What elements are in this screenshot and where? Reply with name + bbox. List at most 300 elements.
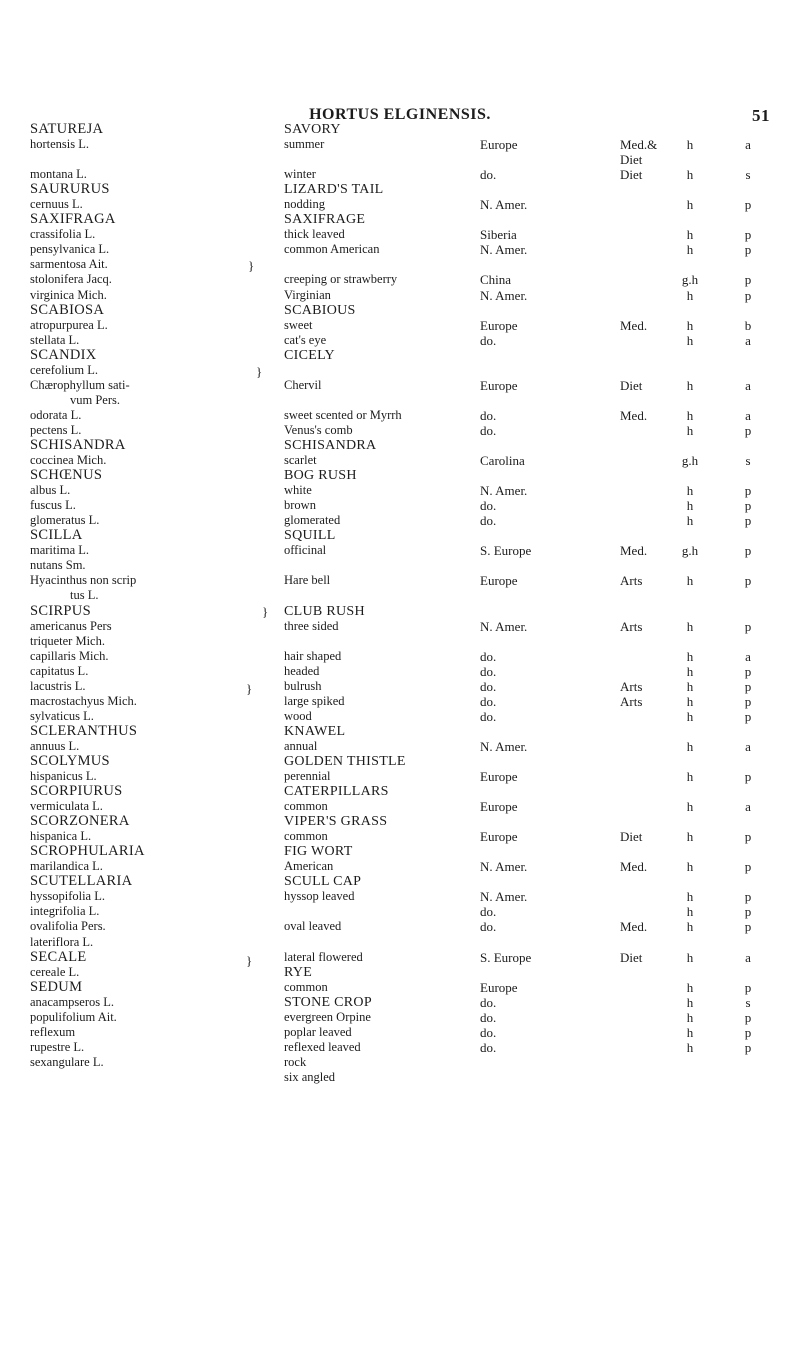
use-cell bbox=[620, 438, 660, 453]
use-cell bbox=[620, 453, 660, 468]
english-name: three sided bbox=[284, 618, 339, 633]
country-cell: do. bbox=[480, 919, 497, 935]
latin-name: vermiculata L. bbox=[30, 799, 103, 814]
country-cell bbox=[480, 558, 620, 573]
latin-name: glomeratus L. bbox=[30, 513, 100, 528]
place-cell: h bbox=[686, 979, 694, 995]
place-cell bbox=[676, 754, 704, 769]
duration-cell: p bbox=[744, 979, 752, 995]
english-name: rock bbox=[284, 1054, 307, 1069]
use-cell bbox=[620, 724, 660, 739]
place-cell: h bbox=[686, 242, 694, 258]
country-cell bbox=[480, 152, 620, 167]
country-cell: Europe bbox=[480, 377, 518, 393]
english-name: common bbox=[284, 979, 328, 994]
place-cell bbox=[676, 844, 704, 859]
place-cell: h bbox=[686, 407, 694, 423]
use-cell: Med. bbox=[620, 407, 648, 423]
latin-name: SCORPIURUS bbox=[30, 783, 123, 800]
use-cell: Med. bbox=[620, 543, 648, 559]
english-name: VIPER'S GRASS bbox=[284, 814, 388, 830]
english-name: CICELY bbox=[284, 347, 335, 363]
country-cell bbox=[480, 468, 620, 483]
running-header: HORTUS ELGINENSIS. bbox=[309, 106, 491, 123]
place-cell bbox=[676, 965, 704, 980]
latin-name: SCIRPUS bbox=[30, 602, 91, 619]
latin-name: hispanica L. bbox=[30, 829, 92, 844]
place-cell bbox=[676, 528, 704, 543]
english-name: RYE bbox=[284, 964, 313, 980]
english-name: lateral flowered bbox=[284, 949, 363, 964]
duration-cell bbox=[734, 724, 762, 739]
english-name: bulrush bbox=[284, 678, 322, 693]
duration-cell: p bbox=[744, 242, 752, 258]
latin-name: vum Pers. bbox=[70, 392, 120, 407]
place-cell bbox=[676, 152, 704, 167]
use-cell bbox=[620, 889, 660, 904]
duration-cell bbox=[734, 122, 762, 137]
place-cell: h bbox=[686, 949, 694, 965]
use-cell bbox=[620, 784, 660, 799]
duration-cell: s bbox=[745, 167, 751, 183]
latin-name: cerefolium L. bbox=[30, 362, 99, 377]
country-cell: Europe bbox=[480, 573, 518, 589]
duration-cell: p bbox=[744, 1024, 752, 1040]
use-cell bbox=[620, 513, 660, 528]
country-cell bbox=[480, 965, 620, 980]
english-name: evergreen Orpine bbox=[284, 1009, 371, 1024]
english-name: SQUILL bbox=[284, 528, 336, 544]
place-cell bbox=[676, 303, 704, 318]
place-cell: h bbox=[686, 994, 694, 1010]
english-name: creeping or strawberry bbox=[284, 272, 398, 287]
use-cell: Med. bbox=[620, 859, 648, 875]
place-cell: h bbox=[686, 708, 694, 724]
english-name: wood bbox=[284, 708, 312, 723]
duration-cell: p bbox=[744, 769, 752, 785]
place-cell: h bbox=[686, 377, 694, 393]
duration-cell bbox=[734, 363, 762, 378]
use-cell bbox=[620, 844, 660, 859]
latin-names-column bbox=[30, 122, 270, 1070]
english-name: officinal bbox=[284, 543, 327, 558]
place-cell: h bbox=[686, 317, 694, 333]
english-name: American bbox=[284, 859, 334, 874]
use-cell bbox=[620, 649, 660, 664]
brace-icon: } bbox=[246, 953, 253, 968]
use-cell bbox=[620, 197, 660, 212]
english-name: large spiked bbox=[284, 693, 345, 708]
latin-name: SCANDIX bbox=[30, 346, 97, 363]
use-cell bbox=[620, 739, 660, 754]
latin-name: nutans Sm. bbox=[30, 558, 86, 573]
use-cell bbox=[620, 1040, 660, 1055]
place-cell: h bbox=[686, 1024, 694, 1040]
latin-name: americanus Pers bbox=[30, 618, 112, 633]
duration-cell: p bbox=[744, 287, 752, 303]
country-cell bbox=[480, 393, 620, 408]
place-cell bbox=[676, 634, 704, 649]
english-name: summer bbox=[284, 137, 325, 152]
english-name: sweet scented or Myrrh bbox=[284, 407, 402, 422]
place-cell: h bbox=[686, 1039, 694, 1055]
english-name: Venus's comb bbox=[284, 422, 353, 437]
duration-cell: p bbox=[744, 693, 752, 709]
use-cell: Med. bbox=[620, 919, 648, 935]
duration-cell: p bbox=[744, 618, 752, 634]
latin-name: hyssopifolia L. bbox=[30, 889, 105, 904]
latin-name: pectens L. bbox=[30, 422, 82, 437]
latin-name: SAXIFRAGA bbox=[30, 211, 116, 228]
use-cell bbox=[620, 769, 660, 784]
latin-name: SCILLA bbox=[30, 527, 83, 544]
use-cell bbox=[620, 182, 660, 197]
english-name bbox=[284, 393, 492, 408]
duration-cell bbox=[734, 754, 762, 769]
place-cell: h bbox=[686, 573, 694, 589]
english-name: BOG RUSH bbox=[284, 468, 357, 484]
country-cell bbox=[480, 182, 620, 197]
country-cell bbox=[480, 348, 620, 363]
use-cell bbox=[620, 498, 660, 513]
english-name: poplar leaved bbox=[284, 1024, 352, 1039]
latin-name: SCHŒNUS bbox=[30, 467, 103, 484]
duration-cell bbox=[734, 257, 762, 272]
use-cell bbox=[620, 227, 660, 242]
latin-name: tus L. bbox=[70, 588, 99, 603]
latin-name: hispanicus L. bbox=[30, 769, 97, 784]
latin-name: marilandica L. bbox=[30, 859, 103, 874]
use-column bbox=[620, 122, 660, 1055]
latin-name: maritima L. bbox=[30, 543, 90, 558]
place-cell: h bbox=[686, 663, 694, 679]
latin-name: macrostachyus Mich. bbox=[30, 693, 137, 708]
duration-cell bbox=[734, 393, 762, 408]
english-name bbox=[284, 558, 492, 573]
country-cell: do. bbox=[480, 693, 497, 709]
use-cell bbox=[620, 272, 660, 287]
latin-name: sarmentosa Ait. bbox=[30, 257, 108, 272]
country-cell: N. Amer. bbox=[480, 287, 528, 303]
use-cell bbox=[620, 799, 660, 814]
english-name: nodding bbox=[284, 197, 325, 212]
english-name: thick leaved bbox=[284, 227, 345, 242]
duration-cell: p bbox=[744, 859, 752, 875]
place-cell bbox=[676, 182, 704, 197]
latin-name bbox=[30, 152, 270, 167]
english-name: sweet bbox=[284, 317, 313, 332]
duration-cell bbox=[734, 438, 762, 453]
country-cell: S. Europe bbox=[480, 543, 532, 559]
latin-name: SECALE bbox=[30, 948, 87, 965]
country-cell: Siberia bbox=[480, 227, 517, 243]
country-cell: Europe bbox=[480, 137, 518, 153]
country-cell: China bbox=[480, 272, 512, 288]
english-name bbox=[284, 904, 492, 919]
english-name bbox=[284, 257, 492, 272]
place-cell bbox=[676, 348, 704, 363]
latin-name: cernuus L. bbox=[30, 197, 83, 212]
use-cell bbox=[620, 1010, 660, 1025]
latin-name: Chærophyllum sati- bbox=[30, 377, 130, 392]
brace-icon: } bbox=[256, 364, 263, 379]
english-name: brown bbox=[284, 498, 316, 513]
place-cell: g.h bbox=[681, 272, 699, 288]
use-cell bbox=[620, 588, 660, 603]
place-cell: g.h bbox=[681, 543, 699, 559]
duration-cell bbox=[734, 528, 762, 543]
latin-name: annuus L. bbox=[30, 738, 80, 753]
place-cell: h bbox=[686, 919, 694, 935]
duration-cell bbox=[734, 844, 762, 859]
country-cell: do. bbox=[480, 648, 497, 664]
use-cell bbox=[620, 333, 660, 348]
duration-cell bbox=[734, 784, 762, 799]
country-cell bbox=[480, 784, 620, 799]
latin-name: lacustris L. bbox=[30, 678, 86, 693]
country-cell: Europe bbox=[480, 979, 518, 995]
use-cell bbox=[620, 528, 660, 543]
latin-name: SCHISANDRA bbox=[30, 436, 126, 453]
country-cell: N. Amer. bbox=[480, 197, 528, 213]
latin-name: triqueter Mich. bbox=[30, 633, 105, 648]
latin-name: SCORZONERA bbox=[30, 813, 130, 830]
use-cell: Arts bbox=[620, 573, 643, 589]
latin-name: crassifolia L. bbox=[30, 227, 96, 242]
latin-name: SEDUM bbox=[30, 978, 83, 995]
country-cell: do. bbox=[480, 422, 497, 438]
brace-icon: } bbox=[246, 681, 253, 696]
place-cell: h bbox=[686, 167, 694, 183]
place-cell: g.h bbox=[681, 453, 699, 469]
latin-name: pensylvanica L. bbox=[30, 242, 110, 257]
country-cell: N. Amer. bbox=[480, 242, 528, 258]
duration-cell: a bbox=[745, 648, 751, 664]
use-cell bbox=[620, 257, 660, 272]
duration-cell: p bbox=[744, 272, 752, 288]
latin-name: cereale L. bbox=[30, 964, 80, 979]
latin-name: integrifolia L. bbox=[30, 904, 100, 919]
english-name: Chervil bbox=[284, 377, 322, 392]
country-cell: Europe bbox=[480, 799, 518, 815]
use-cell: Arts bbox=[620, 693, 643, 709]
country-cell: do. bbox=[480, 513, 497, 529]
country-cell: do. bbox=[480, 994, 497, 1010]
english-name: reflexed leaved bbox=[284, 1039, 361, 1054]
place-cell: h bbox=[686, 889, 694, 905]
use-cell bbox=[620, 995, 660, 1010]
use-cell bbox=[620, 814, 660, 829]
place-cell bbox=[676, 874, 704, 889]
english-name: common bbox=[284, 829, 328, 844]
latin-name: lateriflora L. bbox=[30, 934, 94, 949]
use-cell bbox=[620, 980, 660, 995]
duration-cell: s bbox=[745, 994, 751, 1010]
place-cell: h bbox=[686, 1009, 694, 1025]
country-cell: do. bbox=[480, 332, 497, 348]
duration-cell: p bbox=[744, 904, 752, 920]
place-cell: h bbox=[686, 799, 694, 815]
place-cell: h bbox=[686, 483, 694, 499]
place-cell bbox=[676, 438, 704, 453]
country-cell: Europe bbox=[480, 829, 518, 845]
duration-cell bbox=[734, 634, 762, 649]
duration-cell: p bbox=[744, 197, 752, 213]
latin-name: sexangulare L. bbox=[30, 1054, 104, 1069]
latin-name: fuscus L. bbox=[30, 498, 76, 513]
place-cell: h bbox=[686, 422, 694, 438]
country-cell bbox=[480, 212, 620, 227]
use-cell bbox=[620, 483, 660, 498]
english-name: cat's eye bbox=[284, 332, 327, 347]
duration-cell bbox=[734, 348, 762, 363]
country-cell: N. Amer. bbox=[480, 859, 528, 875]
use-cell bbox=[620, 634, 660, 649]
english-name: SAXIFRAGE bbox=[284, 212, 366, 228]
place-cell bbox=[676, 363, 704, 378]
latin-name: SAURURUS bbox=[30, 181, 110, 198]
country-cell bbox=[480, 528, 620, 543]
place-cell: h bbox=[686, 693, 694, 709]
latin-name: albus L. bbox=[30, 483, 71, 498]
latin-name: reflexum bbox=[30, 1024, 76, 1039]
latin-name: rupestre L. bbox=[30, 1039, 85, 1054]
place-cell: h bbox=[686, 498, 694, 514]
brace-icon: } bbox=[262, 604, 269, 619]
use-cell bbox=[620, 965, 660, 980]
place-cell: h bbox=[686, 513, 694, 529]
use-cell bbox=[620, 904, 660, 919]
english-name: hair shaped bbox=[284, 648, 342, 663]
english-name: SCULL CAP bbox=[284, 874, 362, 890]
english-name: annual bbox=[284, 738, 318, 753]
country-cell: do. bbox=[480, 498, 497, 514]
use-cell: Med.& bbox=[620, 137, 658, 153]
place-cell: h bbox=[686, 618, 694, 634]
latin-name: SCUTELLARIA bbox=[30, 873, 133, 890]
duration-cell: p bbox=[744, 573, 752, 589]
country-cell bbox=[480, 724, 620, 739]
place-cell: h bbox=[686, 332, 694, 348]
use-cell bbox=[620, 423, 660, 438]
english-name: SAVORY bbox=[284, 122, 341, 137]
english-name bbox=[284, 634, 492, 649]
place-cell bbox=[676, 122, 704, 137]
place-cell: h bbox=[686, 137, 694, 153]
country-cell: do. bbox=[480, 663, 497, 679]
place-cell: h bbox=[686, 197, 694, 213]
duration-cell: p bbox=[744, 422, 752, 438]
duration-cell: a bbox=[745, 377, 751, 393]
place-cell bbox=[676, 814, 704, 829]
use-cell bbox=[620, 393, 660, 408]
use-cell: Diet bbox=[620, 949, 643, 965]
duration-cell: p bbox=[744, 919, 752, 935]
place-cell bbox=[676, 935, 704, 950]
latin-name: ovalifolia Pers. bbox=[30, 919, 106, 934]
page-number: 51 bbox=[752, 106, 770, 125]
duration-cell bbox=[734, 935, 762, 950]
english-name: STONE CROP bbox=[284, 994, 372, 1010]
english-names-column bbox=[284, 122, 492, 1085]
duration-cell: a bbox=[745, 137, 751, 153]
latin-name: capitatus L. bbox=[30, 663, 89, 678]
english-name: FIG WORT bbox=[284, 844, 353, 860]
place-cell: h bbox=[686, 227, 694, 243]
use-cell bbox=[620, 212, 660, 227]
country-cell bbox=[480, 604, 620, 619]
duration-cell: p bbox=[744, 543, 752, 559]
country-cell: N. Amer. bbox=[480, 889, 528, 905]
place-cell: h bbox=[686, 287, 694, 303]
duration-cell bbox=[734, 965, 762, 980]
english-name: KNAWEL bbox=[284, 723, 346, 739]
english-name: CLUB RUSH bbox=[284, 603, 365, 619]
country-cell: N. Amer. bbox=[480, 738, 528, 754]
use-cell bbox=[620, 604, 660, 619]
use-cell bbox=[620, 558, 660, 573]
country-cell: do. bbox=[480, 708, 497, 724]
place-cell bbox=[676, 257, 704, 272]
english-name: common American bbox=[284, 242, 380, 257]
use-cell bbox=[620, 122, 660, 137]
use-cell bbox=[620, 709, 660, 724]
english-name: headed bbox=[284, 663, 320, 678]
country-cell: S. Europe bbox=[480, 949, 532, 965]
use-cell bbox=[620, 935, 660, 950]
latin-name: montana L. bbox=[30, 167, 87, 182]
use-cell: Arts bbox=[620, 678, 643, 694]
use-cell bbox=[620, 874, 660, 889]
country-cell bbox=[480, 814, 620, 829]
place-cell bbox=[676, 393, 704, 408]
latin-name: stellata L. bbox=[30, 332, 80, 347]
country-cell: do. bbox=[480, 904, 497, 920]
country-cell bbox=[480, 122, 620, 137]
duration-cell: a bbox=[745, 799, 751, 815]
duration-cell: p bbox=[744, 678, 752, 694]
country-cell bbox=[480, 303, 620, 318]
latin-name: Hyacinthus non scrip bbox=[30, 573, 137, 588]
country-cell: do. bbox=[480, 1039, 497, 1055]
duration-cell: p bbox=[744, 1009, 752, 1025]
country-cell bbox=[480, 588, 620, 603]
place-cell: h bbox=[686, 738, 694, 754]
place-cell: h bbox=[686, 769, 694, 785]
latin-name: hortensis L. bbox=[30, 137, 90, 152]
latin-name: SCLERANTHUS bbox=[30, 722, 138, 739]
place-cell bbox=[676, 558, 704, 573]
duration-cell: p bbox=[744, 1039, 752, 1055]
latin-name: capillaris Mich. bbox=[30, 648, 109, 663]
duration-cell bbox=[734, 212, 762, 227]
duration-cell bbox=[734, 558, 762, 573]
english-name: glomerated bbox=[284, 513, 341, 528]
duration-cell: p bbox=[744, 483, 752, 499]
country-cell bbox=[480, 363, 620, 378]
country-cell: N. Amer. bbox=[480, 618, 528, 634]
english-name: scarlet bbox=[284, 453, 317, 468]
country-cell: Europe bbox=[480, 317, 518, 333]
use-cell: Diet bbox=[620, 377, 643, 393]
place-column bbox=[676, 122, 704, 1055]
country-cell: do. bbox=[480, 1024, 497, 1040]
duration-cell: a bbox=[745, 407, 751, 423]
use-cell: Diet bbox=[620, 167, 643, 183]
country-column bbox=[480, 122, 620, 1055]
use-cell bbox=[620, 363, 660, 378]
use-cell bbox=[620, 242, 660, 257]
